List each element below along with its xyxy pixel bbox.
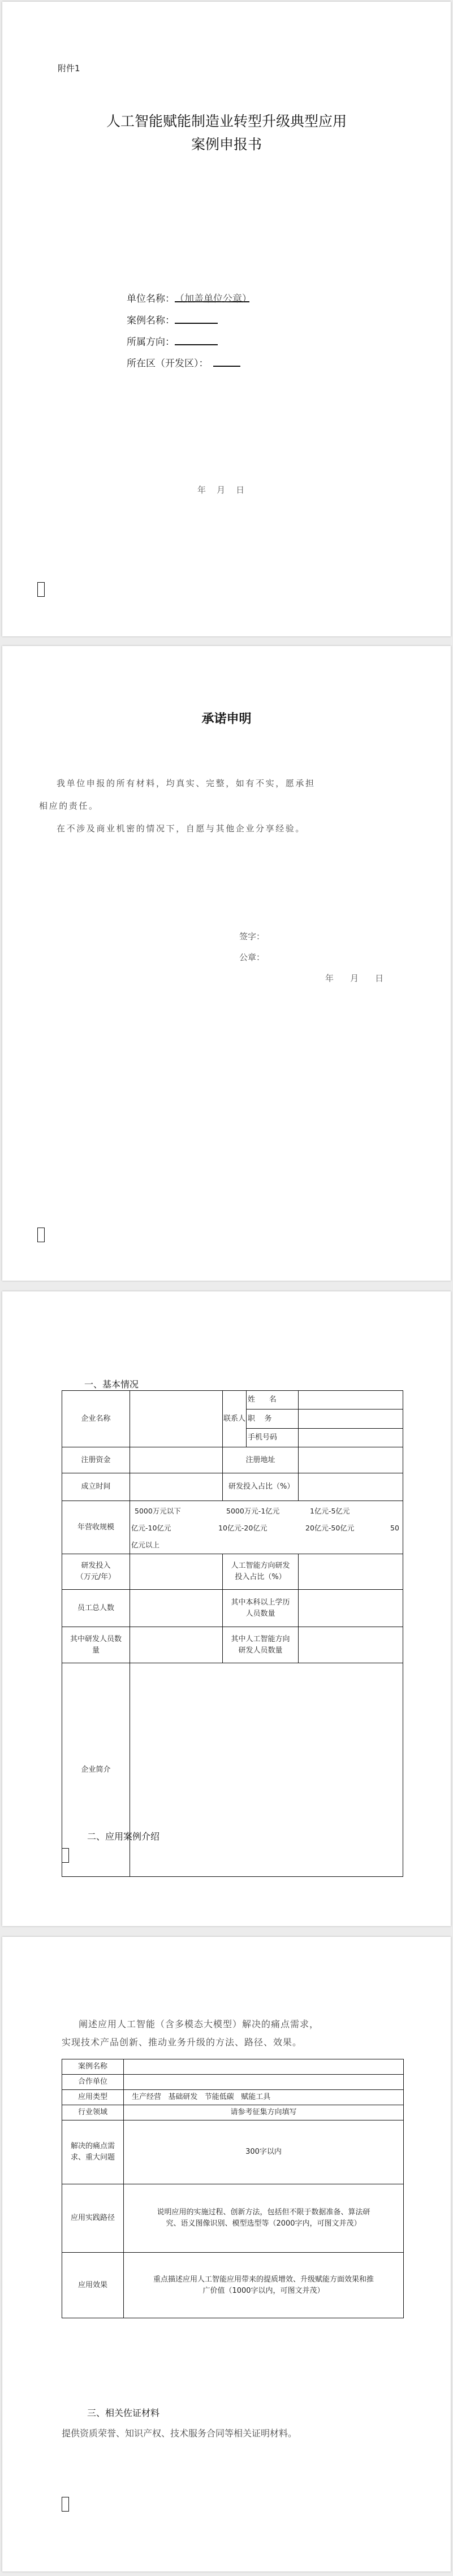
field-label: 所属方向： <box>127 336 175 348</box>
direction-input[interactable] <box>175 333 218 345</box>
revenue-option[interactable]: 1亿元-5亿元 <box>310 1507 350 1515</box>
input-founded[interactable] <box>130 1473 223 1501</box>
input-rd-ratio[interactable] <box>299 1473 403 1501</box>
input-contact-title[interactable] <box>299 1410 403 1429</box>
label-ai-rd-staff: 其中人工智能方向 研发人员数量 <box>223 1627 299 1663</box>
label-ai-rd-ratio: 人工智能方向研发 投入占比（%） <box>223 1554 299 1590</box>
input-case-name[interactable] <box>124 2059 404 2075</box>
page-case-intro <box>2 1937 451 2571</box>
input-company-name[interactable] <box>130 1391 223 1447</box>
unit-name-input[interactable]: （加盖单位公章） <box>175 290 249 302</box>
revenue-option[interactable]: 10亿元-20亿元 <box>218 1524 268 1532</box>
pledge-date: 年 月 日 <box>325 973 385 983</box>
input-rd-staff[interactable] <box>130 1627 223 1663</box>
revenue-option[interactable]: 5000万元-1亿元 <box>226 1507 280 1515</box>
revenue-scale-options[interactable] <box>130 1501 403 1554</box>
input-industry[interactable]: 请参考征集方向填写 <box>124 2105 404 2120</box>
seal-label: 公章： <box>239 952 265 962</box>
input-practice-path[interactable]: 说明应用的实施过程、创新方法，包括但不限于数据准备、算法研 究、语义图像识别、模型选型等（2000字内，可图文并茂） <box>124 2184 404 2253</box>
label-founded: 成立时间 <box>62 1473 130 1501</box>
input-total-staff[interactable] <box>130 1590 223 1627</box>
input-rd-investment[interactable] <box>130 1554 223 1590</box>
label-bachelor-staff: 其中本科以上学历 人员数量 <box>223 1590 299 1627</box>
input-contact-name[interactable] <box>299 1391 403 1410</box>
label-company-intro: 企业简介 <box>62 1663 130 1877</box>
label-rd-staff: 其中研发人员数 量 <box>62 1627 130 1663</box>
label-partner: 合作单位 <box>62 2075 124 2090</box>
doc-title-line1: 人工智能赋能制造业转型升级典型应用 <box>106 113 347 129</box>
label-effect: 应用效果 <box>62 2253 124 2318</box>
label-contact-phone: 手机号码 <box>247 1429 299 1447</box>
input-registered-address[interactable] <box>299 1447 403 1473</box>
field-label: 单位名称： <box>127 293 175 305</box>
app-type-options[interactable]: 生产经营 基础研发 节能低碳 赋能工具 <box>124 2090 404 2105</box>
label-registered-address: 注册地址 <box>223 1447 299 1473</box>
district-input[interactable] <box>213 355 240 367</box>
label-company-name: 企业名称 <box>62 1391 130 1447</box>
case-name-input[interactable] <box>175 312 218 324</box>
revenue-option[interactable]: 20亿元-50亿元 <box>305 1524 355 1532</box>
pledge-title: 承诺申明 <box>201 712 252 726</box>
label-case-name: 案例名称 <box>62 2059 124 2075</box>
field-label: 所在区（开发区）： <box>127 358 209 370</box>
field-district[interactable] <box>127 355 240 370</box>
section3-text: 提供资质荣誉、知识产权、技术服务合同等相关证明材料。 <box>62 2428 297 2439</box>
section2-intro-line2: 实现技术产品创新、推动业务升级的方法、路径、效果。 <box>62 2037 303 2048</box>
label-rd-investment: 研发投入 （万元/年） <box>62 1554 130 1590</box>
section2-heading: 二、应用案例介绍 <box>87 1831 160 1842</box>
pledge-para1-line2: 相应的责任。 <box>39 801 99 811</box>
field-case-name[interactable] <box>127 312 218 327</box>
cursor-placeholder-box <box>37 1228 45 1242</box>
label-revenue-scale: 年营收规模 <box>62 1501 130 1554</box>
revenue-option[interactable]: 50 <box>390 1524 399 1532</box>
label-contact-name: 姓 名 <box>247 1391 299 1410</box>
input-ai-rd-staff[interactable] <box>299 1627 403 1663</box>
revenue-option[interactable]: 亿元以上 <box>131 1541 160 1549</box>
signature-label: 签字： <box>239 931 265 942</box>
case-intro-table <box>62 2059 404 2318</box>
input-bachelor-staff[interactable] <box>299 1590 403 1627</box>
page-cover <box>2 2 451 636</box>
label-contact-title: 职 务 <box>247 1410 299 1429</box>
cursor-placeholder-box <box>62 2497 69 2512</box>
field-label: 案例名称： <box>127 315 175 327</box>
label-contact-person: 联系人 <box>223 1391 247 1447</box>
input-company-intro[interactable] <box>130 1663 403 1877</box>
cursor-placeholder-box <box>37 582 45 597</box>
section3-heading: 三、相关佐证材料 <box>87 2408 160 2418</box>
input-partner[interactable] <box>124 2075 404 2090</box>
label-pain-points: 解决的痛点需 求、重大问题 <box>62 2120 124 2184</box>
field-direction[interactable] <box>127 333 218 348</box>
label-registered-capital: 注册资金 <box>62 1447 130 1473</box>
input-contact-phone[interactable] <box>299 1429 403 1447</box>
cursor-placeholder-box <box>62 1848 69 1863</box>
basic-info-table <box>62 1390 403 1877</box>
revenue-option[interactable]: 亿元-10亿元 <box>131 1524 171 1532</box>
label-practice-path: 应用实践路径 <box>62 2184 124 2253</box>
pledge-para1-line1: 我单位申报的所有材料，均真实、完整，如有不实，愿承担 <box>57 778 316 788</box>
section1-heading: 一、基本情况 <box>84 1379 139 1390</box>
label-app-type: 应用类型 <box>62 2090 124 2105</box>
attachment-label: 附件1 <box>58 63 80 73</box>
page-basic-info <box>2 1291 451 1926</box>
input-registered-capital[interactable] <box>130 1447 223 1473</box>
pledge-para2: 在不涉及商业机密的情况下，自愿与其他企业分享经验。 <box>57 823 306 834</box>
revenue-option[interactable]: 5000万元以下 <box>135 1507 181 1515</box>
field-unit-name[interactable] <box>127 290 252 305</box>
input-ai-rd-ratio[interactable] <box>299 1554 403 1590</box>
label-industry: 行业领域 <box>62 2105 124 2120</box>
doc-title-line2: 案例申报书 <box>191 136 262 153</box>
cover-date: 年 月 日 <box>197 485 245 495</box>
label-total-staff: 员工总人数 <box>62 1590 130 1627</box>
label-rd-ratio: 研发投入占比（%） <box>223 1473 299 1501</box>
input-effect[interactable]: 重点描述应用人工智能应用带来的提质增效、升级赋能方面效果和推 广价值（1000字以内，可图文并茂） <box>124 2253 404 2318</box>
page-pledge <box>2 646 451 1281</box>
input-pain-points[interactable]: 300字以内 <box>124 2120 404 2184</box>
section2-intro-line1: 阐述应用人工智能（含多模态大模型）解决的痛点需求， <box>79 2019 320 2029</box>
